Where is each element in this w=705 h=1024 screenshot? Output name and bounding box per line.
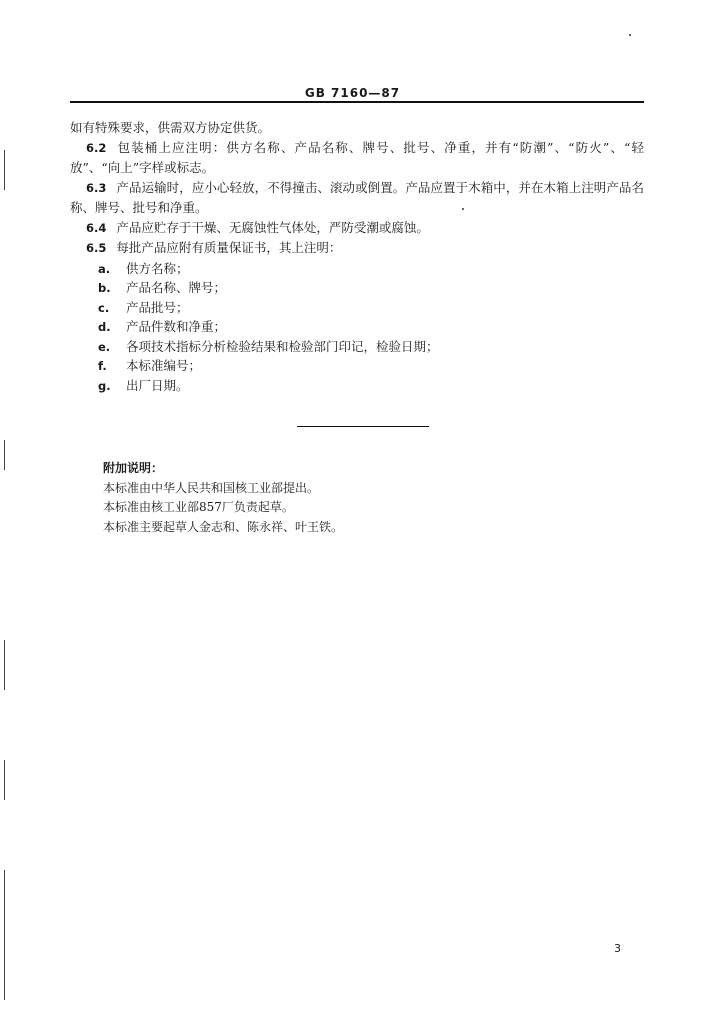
list-item-text: 产品名称、牌号； <box>126 280 227 295</box>
standard-code: GB 7160—87 <box>304 86 401 100</box>
list-item-text: 出厂日期。 <box>126 377 189 393</box>
appendix-notes <box>103 459 623 537</box>
clause-number: 6.4 <box>86 220 107 235</box>
list-item-letter: d. <box>98 320 111 334</box>
clause-number: 6.2 <box>86 140 107 155</box>
scan-edge-mark <box>4 440 5 470</box>
clause-6-4 <box>70 218 644 239</box>
scan-edge-mark <box>4 150 5 190</box>
list-item-letter: g. <box>98 378 111 393</box>
appendix-title: 附加说明： <box>103 461 164 475</box>
header-rule <box>70 101 644 103</box>
list-item-letter: c. <box>98 300 110 315</box>
list-item-letter: b. <box>98 281 111 295</box>
list-item <box>98 259 644 279</box>
clause-number: 6.5 <box>86 241 107 255</box>
section-divider <box>297 426 429 427</box>
clause-text: 包装桶上应注明：供方名称、产品名称、牌号、批号、净重，并有“防潮”、“防火”、“轻放”、“向上”字样或标志。 <box>70 139 644 175</box>
scan-edge-mark <box>4 870 5 1000</box>
list-item-text: 各项技术指标分析检验结果和检验部门印记，检验日期； <box>126 338 439 354</box>
clause-number: 6.3 <box>86 180 107 195</box>
list-item-text: 产品件数和净重； <box>126 319 227 334</box>
clause-text: 产品运输时，应小心轻放，不得撞击、滚动或倒置。产品应置于木箱中，并在木箱上注明产品名称、牌号、批号和净重。 <box>70 179 644 215</box>
list-item <box>98 337 644 357</box>
list-item-text: 产品批号； <box>126 299 189 315</box>
scan-edge-mark <box>4 760 5 800</box>
clause-6-5 <box>70 238 644 259</box>
list-item-text: 本标准编号； <box>126 358 202 373</box>
list-item <box>98 278 644 298</box>
clause-6-2 <box>70 138 644 178</box>
list-item-letter: a. <box>98 261 111 276</box>
list-item <box>98 376 644 396</box>
scan-edge-mark <box>4 640 5 690</box>
list-item <box>98 317 644 337</box>
certificate-items-list <box>70 259 644 396</box>
clause-text: 每批产品应附有质量保证书，其上注明： <box>116 240 342 255</box>
list-item-letter: e. <box>98 339 111 354</box>
appendix-line: 本标准由核工业部857厂负责起草。 <box>103 500 294 514</box>
list-item-letter: f. <box>98 359 107 373</box>
list-item <box>98 298 644 318</box>
continuation-paragraph: 如有特殊要求，供需双方协定供货。 <box>70 120 271 135</box>
clause-text: 产品应贮存于干燥、无腐蚀性气体处，严防受潮或腐蚀。 <box>116 219 429 235</box>
appendix-line: 本标准主要起草人金志和、陈永祥、叶王铁。 <box>103 519 344 534</box>
body-text <box>70 118 644 395</box>
page-number: 3 <box>614 942 621 955</box>
clause-6-3 <box>70 178 644 218</box>
list-item-text: 供方名称； <box>126 260 189 276</box>
scan-speck <box>629 34 631 36</box>
appendix-line: 本标准由中华人民共和国核工业部提出。 <box>103 480 320 495</box>
list-item <box>98 356 644 376</box>
